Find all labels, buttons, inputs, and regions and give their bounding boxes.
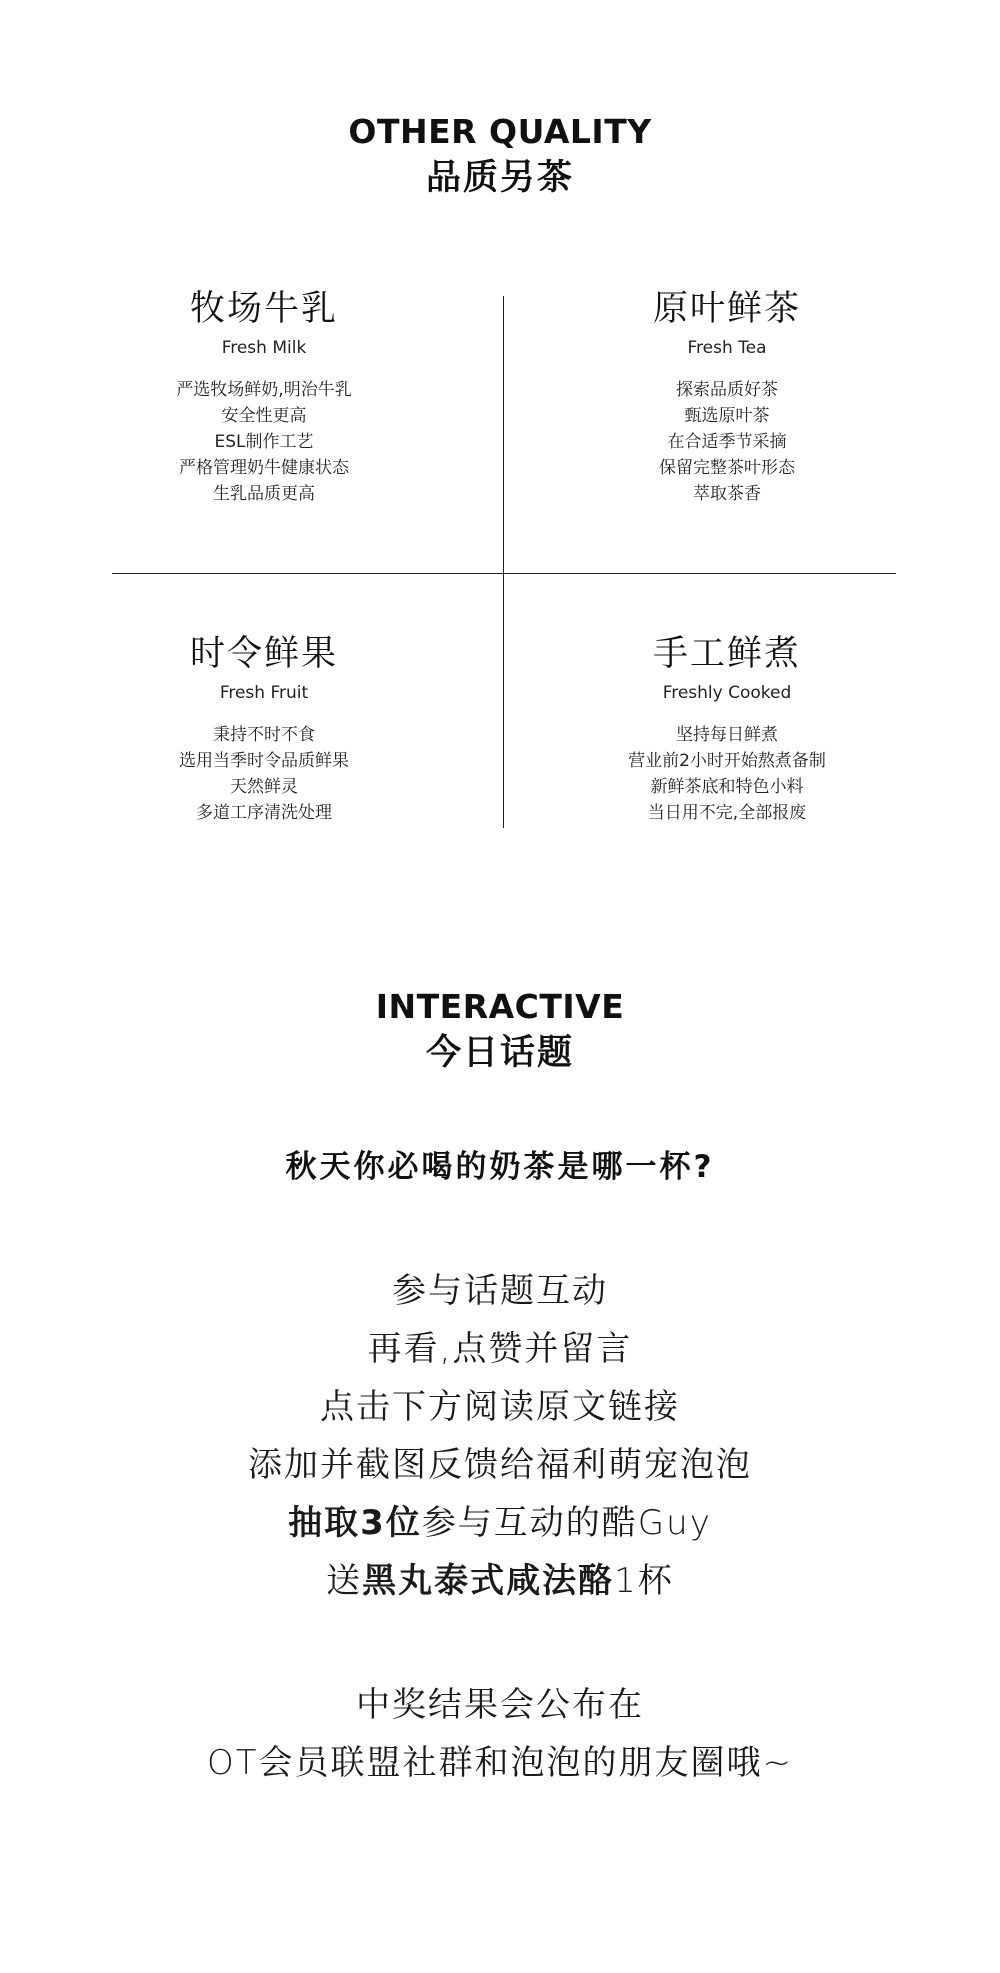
description-line: 严选牧场鲜奶,明治牛乳	[176, 380, 352, 400]
cell-description	[64, 722, 464, 826]
description-line: 营业前2小时开始熬煮备制	[628, 751, 826, 771]
cell-subtitle: Fresh Fruit	[219, 683, 309, 703]
cell-subtitle: Freshly Cooked	[662, 683, 792, 703]
grid-vertical-divider	[503, 296, 504, 828]
quality-grid	[0, 0, 1000, 900]
prize-draw-line	[0, 1494, 1000, 1552]
description-line: 秉持不时不食	[213, 725, 315, 745]
cell-subtitle: Fresh Tea	[687, 338, 767, 358]
prize-product: 黑丸泰式咸法酪	[362, 1561, 615, 1601]
prize-line	[0, 1552, 1000, 1610]
description-line: 多道工序清洗处理	[196, 803, 332, 823]
result-line: OT会员联盟社群和泡泡的朋友圈哦~	[206, 1743, 794, 1783]
description-line: 新鲜茶底和特色小料	[650, 777, 804, 797]
quality-cell-freshly-cooked	[527, 631, 927, 826]
description-line: ESL制作工艺	[214, 432, 314, 452]
description-line: 萃取茶香	[693, 484, 761, 504]
instruction-line: 添加并截图反馈给福利萌宠泡泡	[248, 1445, 752, 1485]
description-line: 保留完整茶叶形态	[659, 458, 795, 478]
cell-description	[527, 377, 927, 507]
result-line: 中奖结果会公布在	[356, 1685, 644, 1725]
instruction-line: 再看,点赞并留言	[367, 1329, 633, 1369]
cell-subtitle: Fresh Milk	[221, 338, 307, 358]
description-line: 当日用不完,全部报废	[647, 803, 807, 823]
quality-title-zh: 品质另茶	[425, 158, 574, 198]
participation-instructions	[0, 1262, 1000, 1610]
cell-description	[527, 722, 927, 826]
prize-draw-count: 抽取3位	[288, 1503, 422, 1543]
grid-horizontal-divider	[112, 573, 896, 574]
description-line: 严格管理奶牛健康状态	[179, 458, 349, 478]
description-line: 甄选原叶茶	[684, 406, 770, 426]
description-line: 在合适季节采摘	[667, 432, 787, 452]
instruction-line: 点击下方阅读原文链接	[320, 1387, 680, 1427]
prize-draw-rest: 参与互动的酷Guy	[421, 1503, 712, 1543]
cell-title: 时令鲜果	[189, 634, 338, 674]
prize-prefix: 送	[326, 1561, 363, 1601]
description-line: 生乳品质更高	[213, 484, 315, 504]
description-line: 探索品质好茶	[676, 380, 778, 400]
topic-question: 秋天你必喝的奶茶是哪一杯?	[285, 1149, 715, 1185]
cell-title: 牧场牛乳	[189, 289, 338, 329]
result-announcement	[0, 1676, 1000, 1792]
description-line: 坚持每日鲜煮	[676, 725, 778, 745]
prize-suffix: 1杯	[614, 1561, 674, 1601]
quality-cell-fresh-tea	[527, 286, 927, 507]
description-line: 天然鲜灵	[230, 777, 298, 797]
interactive-title-en: INTERACTIVE	[375, 987, 625, 1026]
quality-cell-fresh-fruit	[64, 631, 464, 826]
interactive-heading	[0, 985, 1000, 1077]
quality-title-en: OTHER QUALITY	[348, 112, 652, 151]
quality-cell-fresh-milk	[64, 286, 464, 507]
instruction-line: 参与话题互动	[392, 1271, 608, 1311]
description-line: 安全性更高	[221, 406, 307, 426]
cell-title: 原叶鲜茶	[652, 289, 801, 329]
cell-title: 手工鲜煮	[652, 634, 801, 674]
interactive-title-zh: 今日话题	[425, 1033, 574, 1073]
cell-description	[64, 377, 464, 507]
description-line: 选用当季时令品质鲜果	[179, 751, 349, 771]
